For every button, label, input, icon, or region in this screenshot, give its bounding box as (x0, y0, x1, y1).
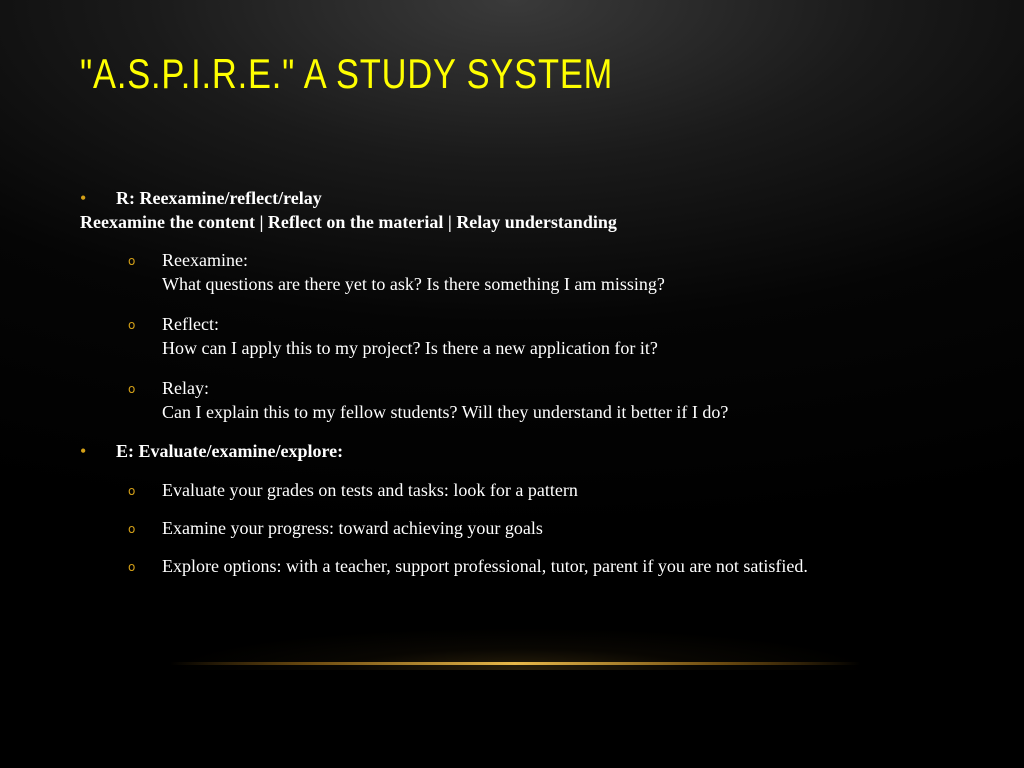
bullet-r-reexamine (80, 186, 940, 210)
circle-bullet-icon: o (128, 382, 136, 396)
bullet-dot-icon: • (80, 188, 87, 208)
section-heading: R: Reexamine/reflect/relay (116, 188, 322, 208)
sub-item-label: Reexamine: (162, 250, 248, 270)
circle-bullet-icon: o (128, 318, 136, 332)
sub-item-evaluate (80, 478, 940, 502)
sub-item-text: Can I explain this to my fellow students? Will they understand it better if I do? (162, 402, 729, 422)
divider-glow (170, 600, 870, 670)
circle-bullet-icon: o (128, 254, 136, 268)
sub-item-text: Evaluate your grades on tests and tasks: look for a pattern (162, 480, 578, 500)
bullet-dot-icon: • (80, 441, 87, 461)
sub-item-examine (80, 516, 940, 540)
slide-content (80, 186, 940, 578)
sub-item-text: Explore options: with a teacher, support professional, tutor, parent if you are not satisfied. (162, 556, 808, 576)
slide-title: "A.S.P.I.R.E." A STUDY SYSTEM (80, 50, 614, 97)
gold-divider-line (170, 662, 860, 665)
sub-item-reexamine (80, 248, 940, 296)
sub-item-explore (80, 554, 940, 578)
circle-bullet-icon: o (128, 484, 136, 498)
section-subheading: Reexamine the content | Reflect on the material | Relay understanding (80, 212, 617, 232)
circle-bullet-icon: o (128, 522, 136, 536)
bullet-e-evaluate (80, 439, 940, 463)
sub-item-text: How can I apply this to my project? Is there a new application for it? (162, 338, 658, 358)
sub-item-reflect (80, 312, 940, 360)
section-heading: E: Evaluate/examine/explore: (116, 441, 344, 461)
sub-item-text: Examine your progress: toward achieving your goals (162, 518, 543, 538)
circle-bullet-icon: o (128, 560, 136, 574)
sub-item-label: Relay: (162, 378, 209, 398)
sub-item-relay (80, 376, 940, 424)
sub-item-text: What questions are there yet to ask? Is there something I am missing? (162, 274, 665, 294)
sub-item-label: Reflect: (162, 314, 219, 334)
